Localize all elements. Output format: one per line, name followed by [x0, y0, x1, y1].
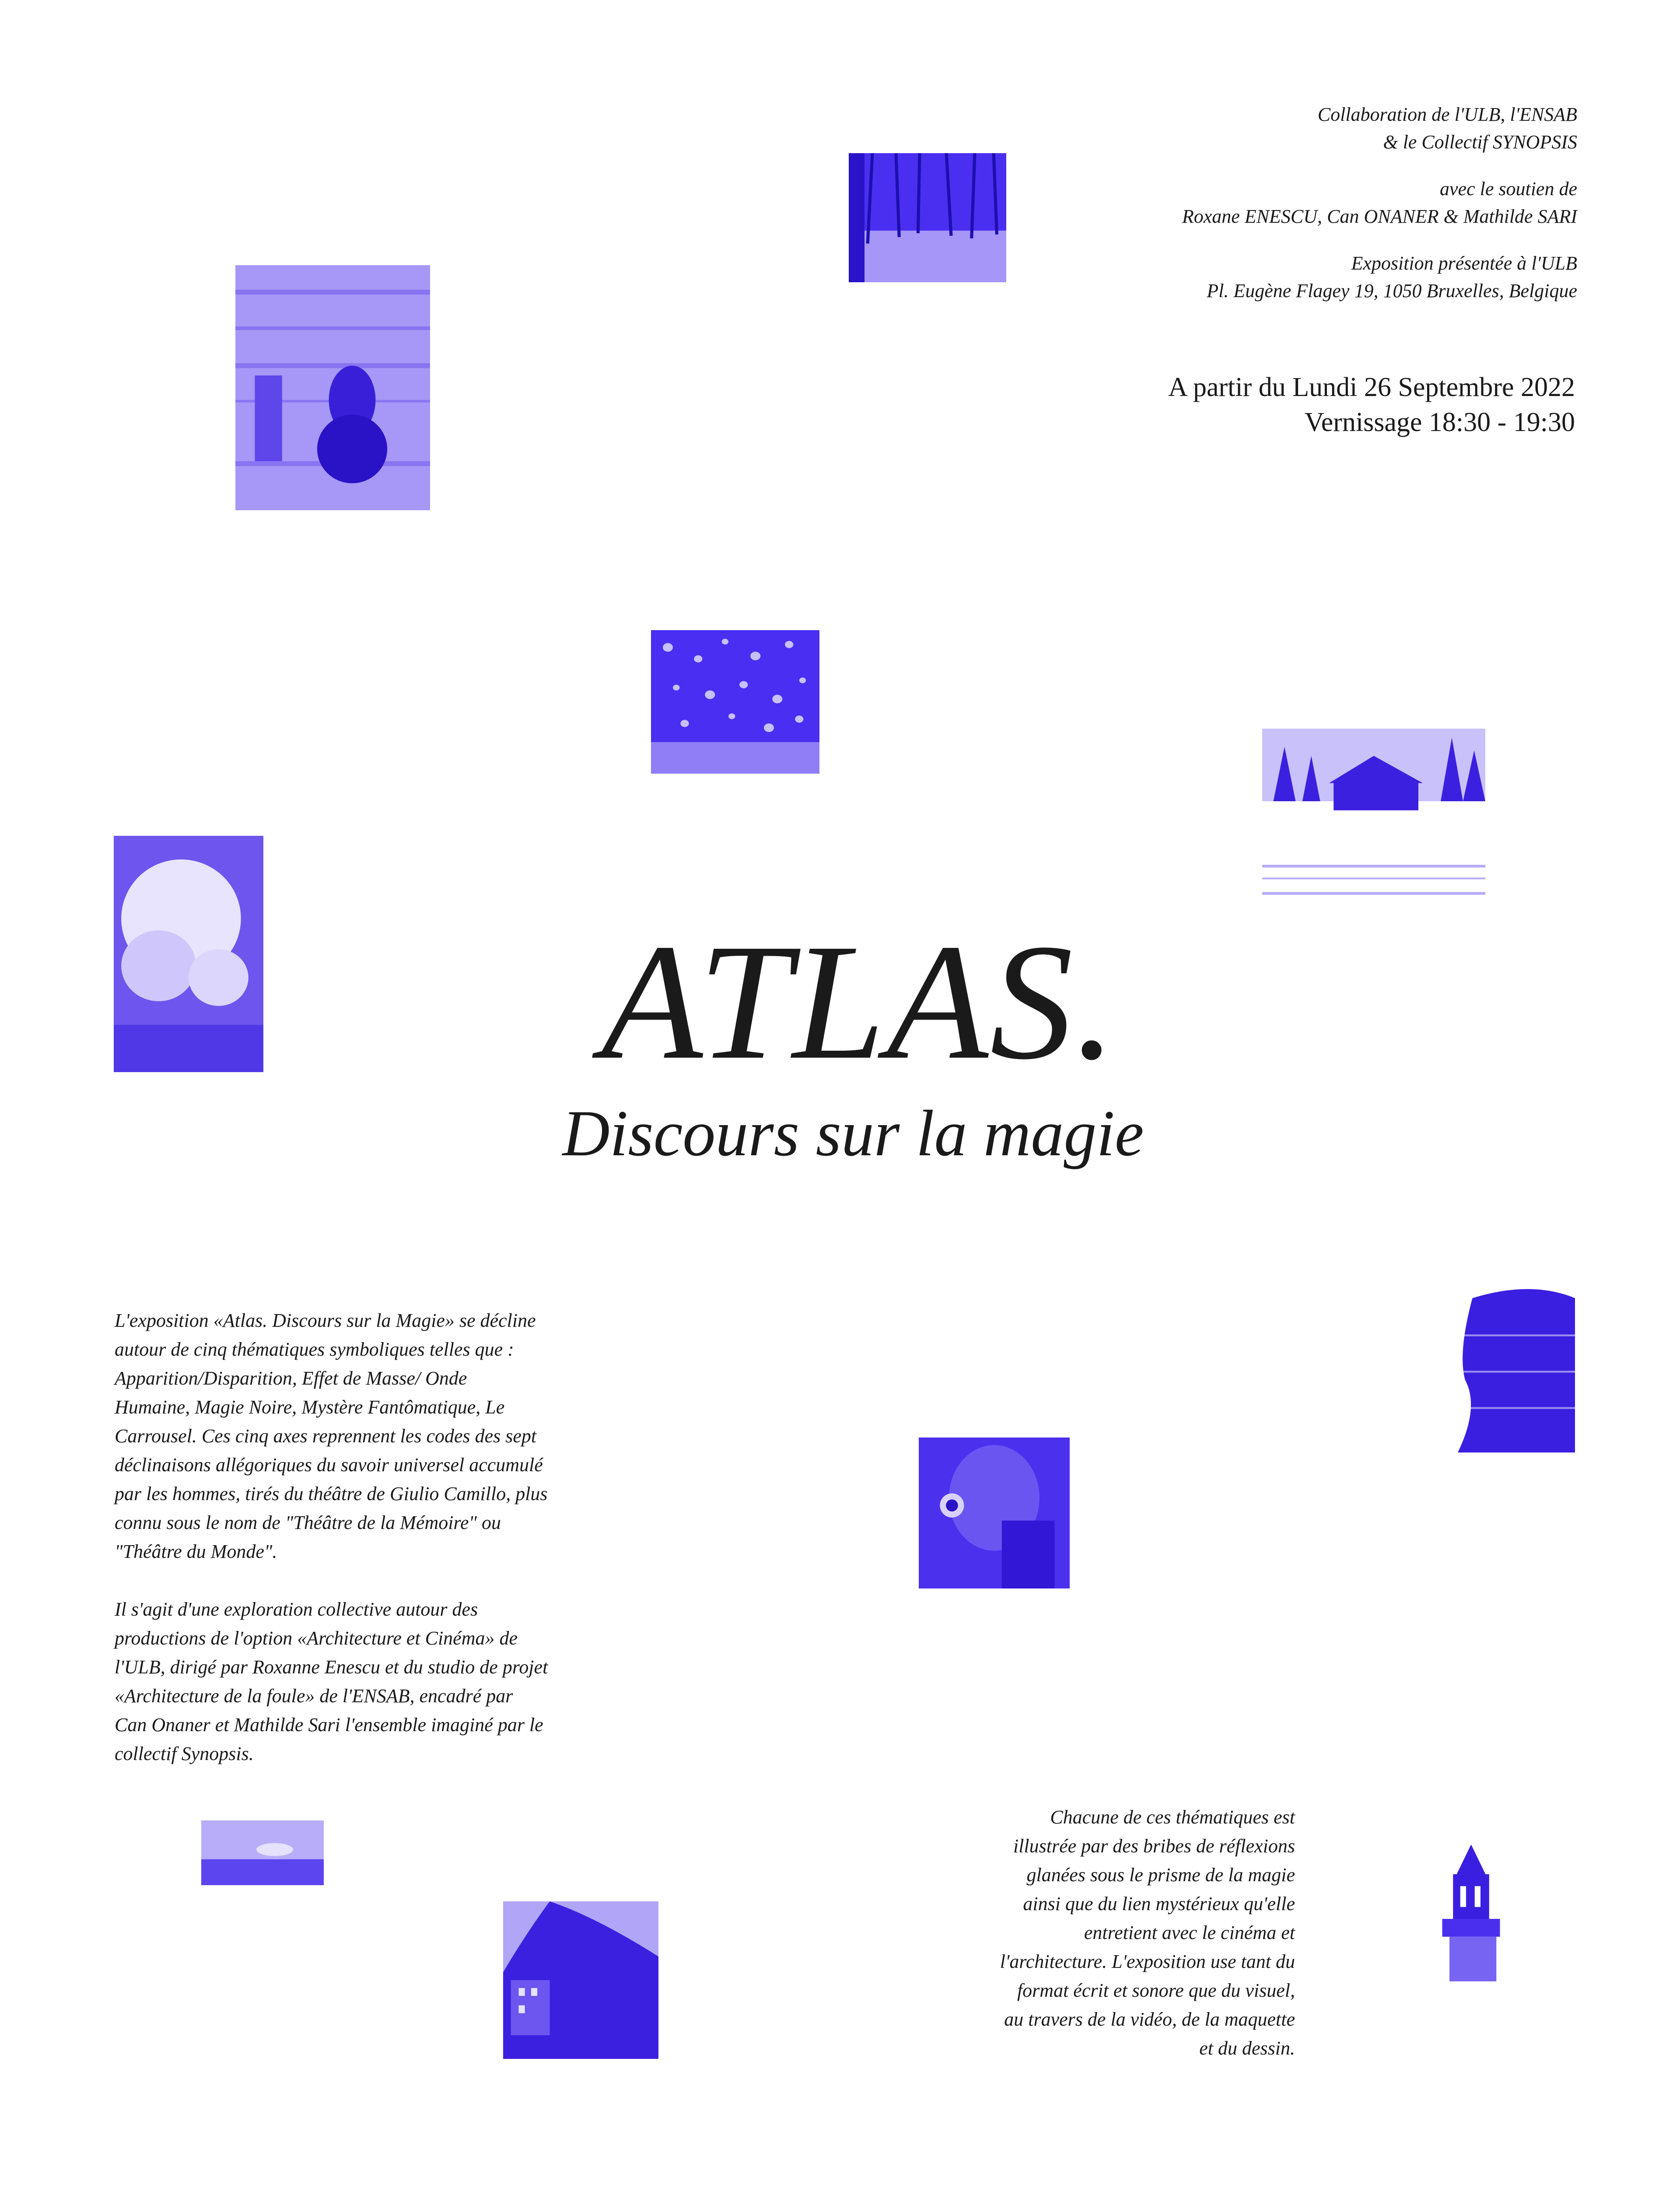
description-paragraph-3	[770, 1803, 1295, 2063]
paragraph-line: l'architecture. L'exposition use tant du	[1000, 1951, 1295, 1972]
paragraph-line: autour de cinq thématiques symboliques telles que :	[115, 1339, 514, 1360]
paragraph-line: par les hommes, tirés du théâtre de Giulio Camillo, plus	[115, 1483, 548, 1504]
cabin-image	[1262, 729, 1485, 910]
collab-line: Collaboration de l'ULB, l'ENSAB	[1317, 104, 1577, 125]
paragraph-line: productions de l'option «Architecture et Cinéma» de	[115, 1627, 518, 1649]
street-image	[503, 1901, 658, 2059]
paragraph-line: Il s'agit d'une exploration collective autour des	[115, 1599, 478, 1620]
description-paragraph-1	[115, 1306, 701, 1566]
exhibition-subtitle: Discours sur la magie	[562, 1097, 1144, 1170]
texture-image	[651, 630, 819, 774]
opening-time: Vernissage 18:30 - 19:30	[1304, 407, 1575, 437]
forest-image	[849, 153, 1006, 282]
paragraph-line: ainsi que du lien mystérieux qu'elle	[1023, 1893, 1295, 1914]
paragraph-line: glanées sous le prisme de la magie	[1026, 1864, 1295, 1886]
description-paragraph-2	[115, 1595, 701, 1768]
paragraph-line: et du dessin.	[1199, 2037, 1295, 2059]
paragraph-line: Apparition/Disparition, Effet de Masse/ Onde	[115, 1368, 467, 1389]
support-line: Roxane ENESCU, Can ONANER & Mathilde SARI	[1182, 206, 1577, 227]
paragraph-line: l'ULB, dirigé par Roxanne Enescu et du studio de projet	[115, 1656, 548, 1678]
collab-block	[921, 101, 1577, 156]
paragraph-line: format écrit et sonore que du visuel,	[1017, 1980, 1295, 2001]
venue-line: Pl. Eugène Flagey 19, 1050 Bruxelles, Belgique	[1207, 280, 1577, 302]
support-line: avec le soutien de	[1440, 178, 1577, 200]
venue-line: Exposition présentée à l'ULB	[1351, 252, 1577, 274]
sky-image	[201, 1820, 324, 1885]
tower-image	[1435, 1844, 1507, 1993]
paragraph-line: illustrée par des bribes de réflexions	[1013, 1835, 1295, 1857]
paragraph-line: au travers de la vidéo, de la maquette	[1004, 2009, 1295, 2030]
paragraph-line: Can Onaner et Mathilde Sari l'ensemble imaginé par le	[115, 1714, 543, 1736]
paragraph-line: Chacune de ces thématiques est	[1050, 1806, 1295, 1828]
paragraph-line: "Théâtre du Monde".	[115, 1541, 277, 1562]
venue-block	[921, 249, 1577, 305]
paragraph-line: Humaine, Magie Noire, Mystère Fantômatique, Le	[115, 1396, 505, 1418]
credits	[921, 101, 1577, 324]
paragraph-line: «Architecture de la foule» de l'ENSAB, encadré par	[115, 1685, 513, 1707]
exhibition-title: ATLAS.	[601, 910, 1118, 1094]
figure-image	[235, 265, 430, 510]
paragraph-line: déclinaisons allégoriques du savoir universel accumulé	[115, 1454, 543, 1476]
paragraph-line: L'exposition «Atlas. Discours sur la Magie» se décline	[115, 1310, 536, 1331]
paragraph-line: Carrousel. Ces cinq axes reprennent les codes des sept	[115, 1425, 537, 1447]
paragraph-line: entretient avec le cinéma et	[1084, 1922, 1295, 1943]
paragraph-line: collectif Synopsis.	[115, 1743, 254, 1764]
camera-image	[919, 1438, 1070, 1588]
paragraph-line: connu sous le nom de "Théâtre de la Mémoire" ou	[115, 1512, 501, 1533]
profile-image	[1428, 1280, 1575, 1462]
start-date: A partir du Lundi 26 Septembre 2022	[1168, 372, 1575, 402]
support-block	[921, 175, 1577, 230]
dates	[919, 370, 1575, 440]
collab-line: & le Collectif SYNOPSIS	[1383, 131, 1577, 153]
